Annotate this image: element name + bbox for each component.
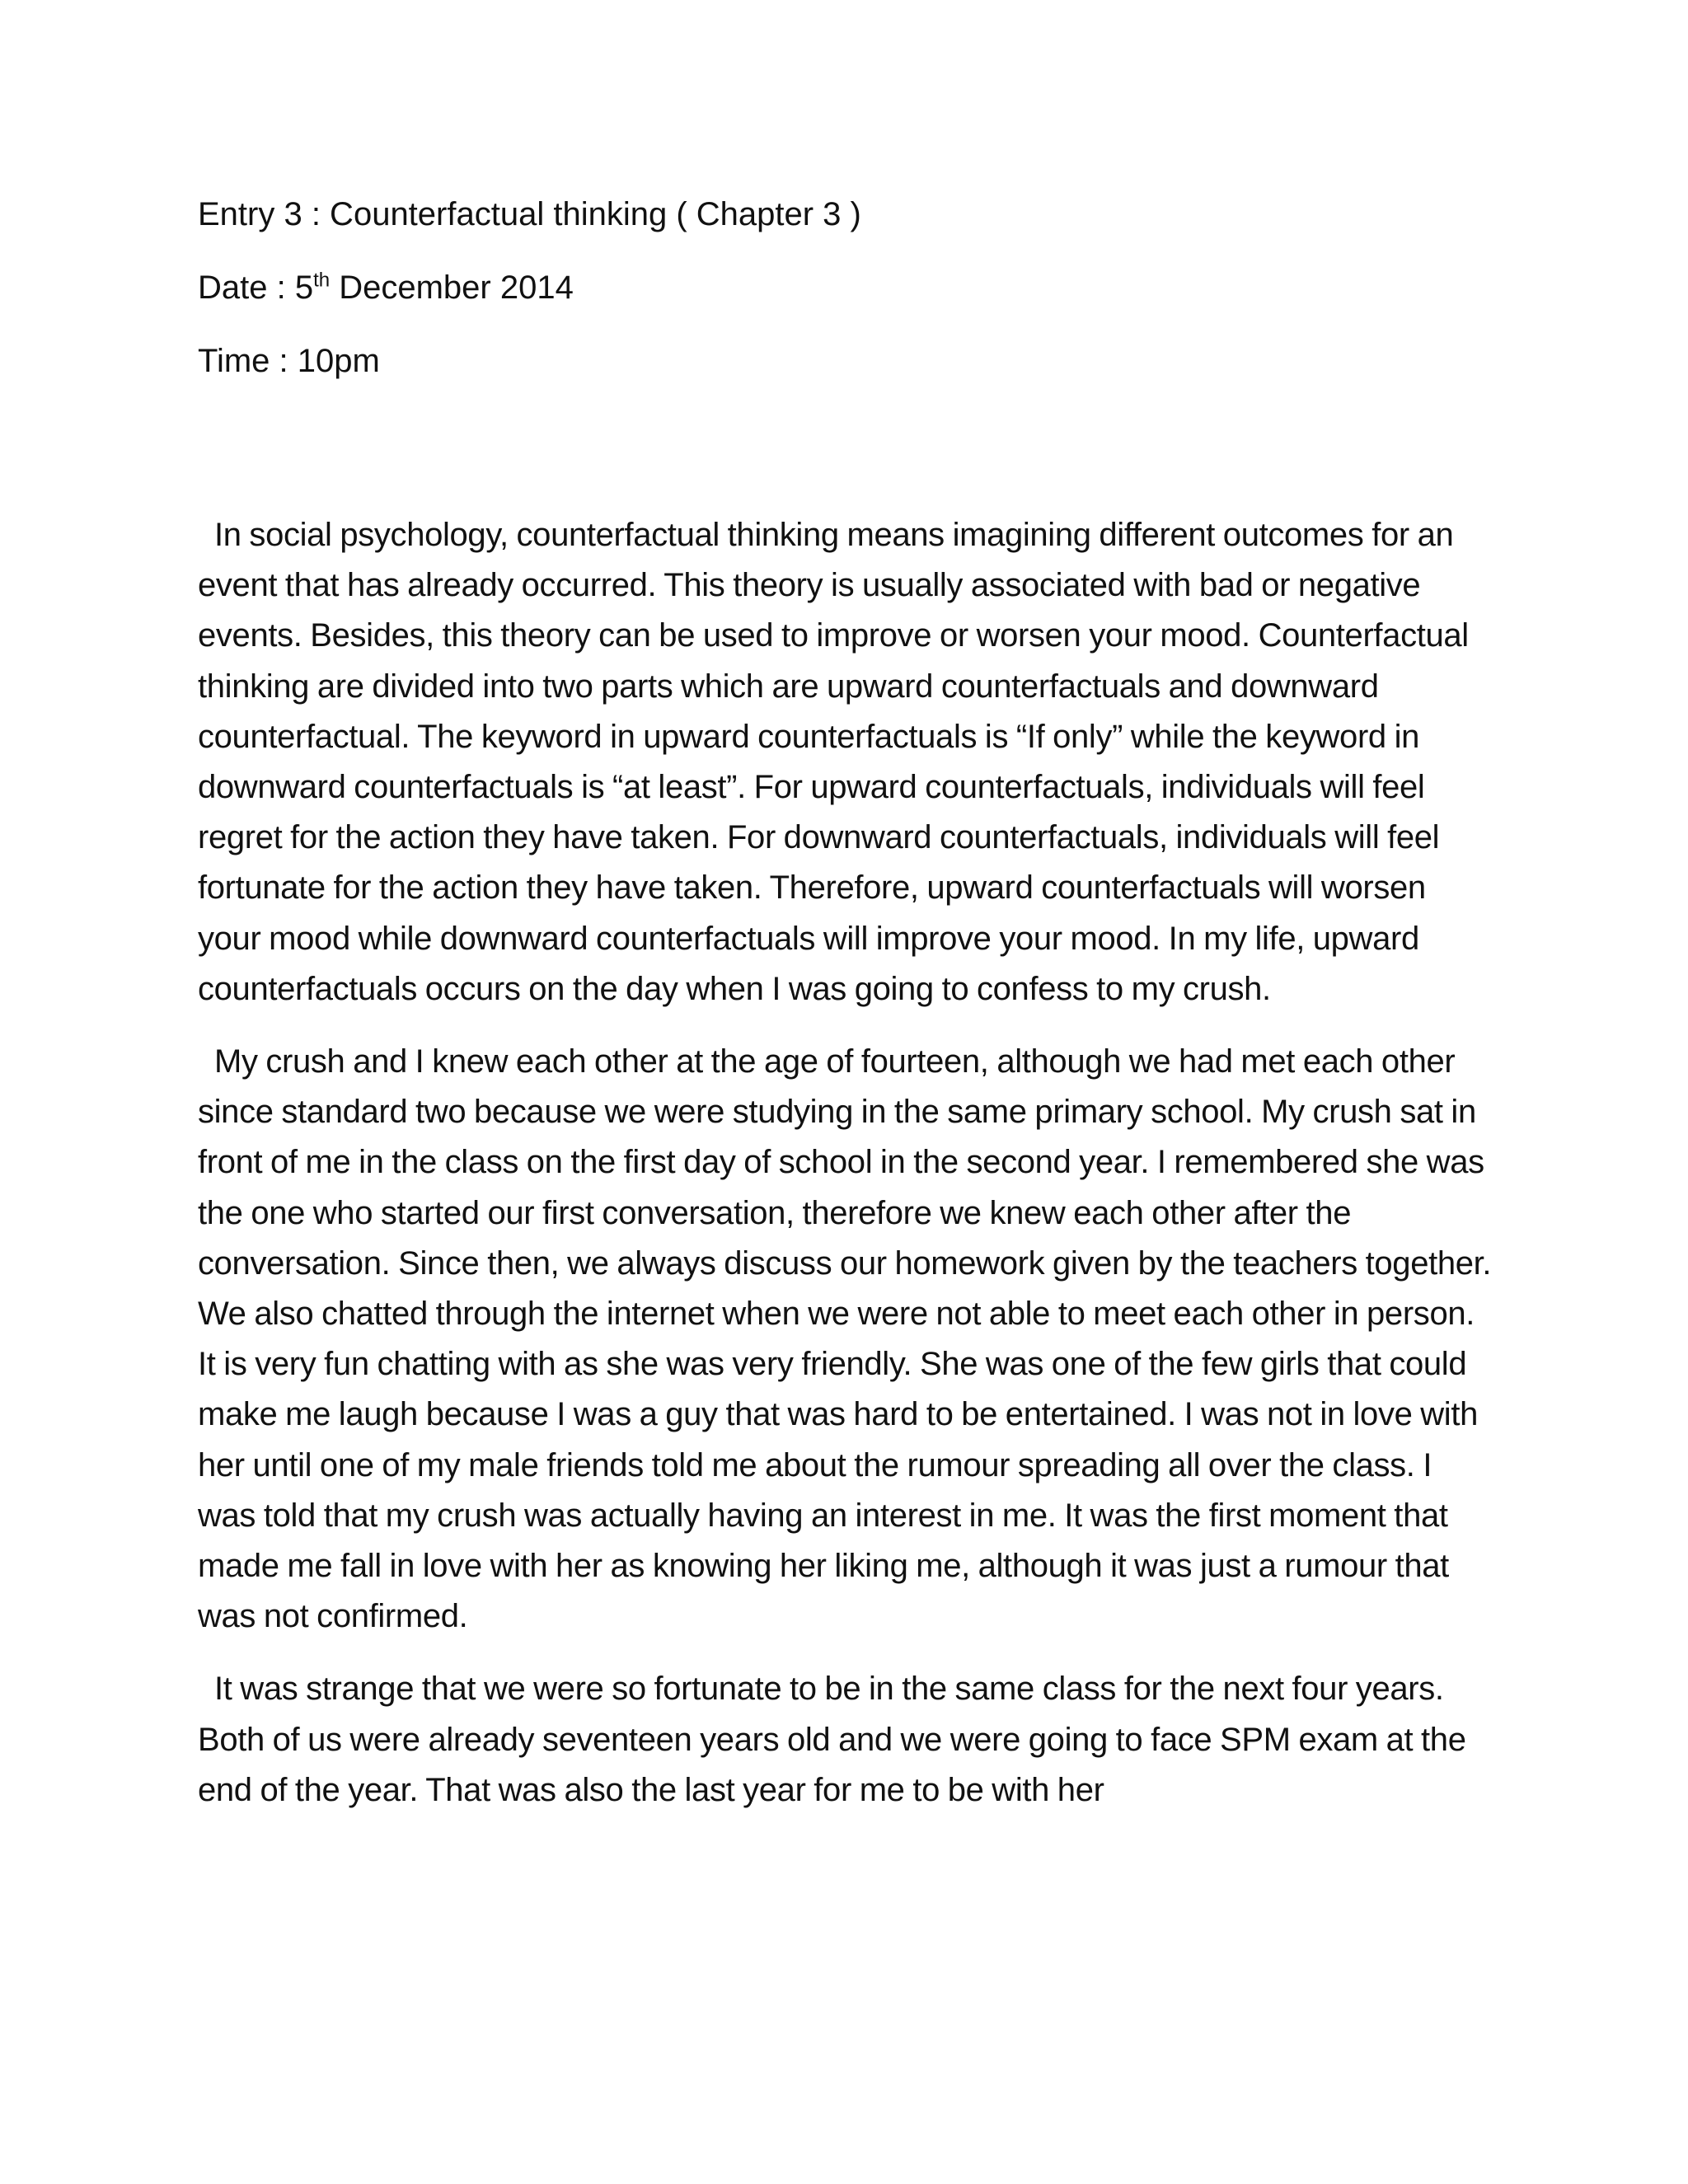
paragraph-2: My crush and I knew each other at the age of fourteen, although we had met each other since standard two because we were studying in the same primary school. My crush sat in front of me in the class on the first day of school in the second year. I remembered she was the one who started our first conversation, therefore we knew each other after the conversation. Since then, we always discuss our homework given by the teachers together. We also chatted through the internet when we were not able to meet each other in person. It is very fun chatting with as she was very friendly. She was one of the few girls that could make me laugh because I was a guy that was hard to be entertained. I was not in love with her until one of my male friends told me about the rumour spreading all over the class. I was told that my crush was actually having an interest in me. It was the first moment that made me fall in love with her as knowing her liking me, although it was just a rumour that was not confirmed. [198,1043,1492,1635]
document-body [198,194,1492,1838]
date-superscript: th [313,269,331,292]
section-gap [198,415,1492,510]
paragraph-1: In social psychology, counterfactual thinking means imagining different outcomes for an event that has already occurred. This theory is usually associated with bad or negative events. Besides, this theory can be used to improve or worsen your mood. Counterfactual thinking are divided into two parts which are upward counterfactuals and downward counterfactual. The keyword in upward counterfactuals is “If only” while the keyword in downward counterfactuals is “at least”. For upward counterfactuals, individuals will feel regret for the action they have taken. For downward counterfactuals, individuals will feel fortunate for the action they have taken. Therefore, upward counterfactuals will worsen your mood while downward counterfactuals will improve your mood. In my life, upward counterfactuals occurs on the day when I was going to confess to my crush. [198,517,1469,1007]
entry-time: Time : 10pm [198,343,380,379]
date-suffix: December 2014 [330,269,574,306]
paragraph-3: It was strange that we were so fortunate to be in the same class for the next four years. Both of us were already seventeen years old and we were going to face SPM exam at the end of the year. That was also the last year for me to be with her [198,1671,1466,1808]
date-prefix: Date : 5 [198,269,314,306]
entry-title: Entry 3 : Counterfactual thinking ( Chapter 3 ) [198,196,861,232]
entry-date [198,268,1492,307]
